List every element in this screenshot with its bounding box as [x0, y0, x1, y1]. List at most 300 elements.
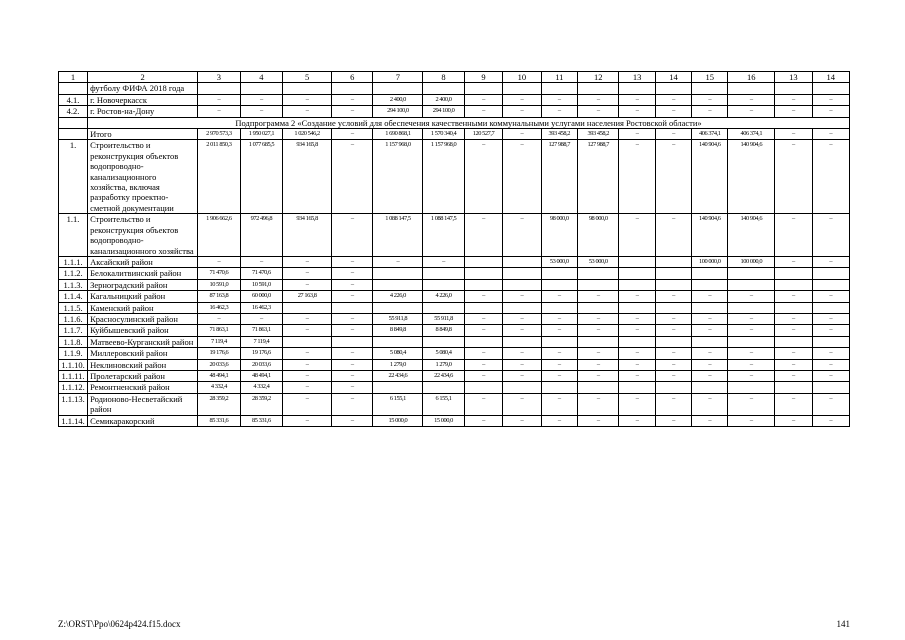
value-cell: –: [331, 268, 373, 279]
value-cell: [423, 279, 465, 290]
value-cell: [812, 302, 849, 313]
value-cell: –: [283, 348, 332, 359]
value-cell: –: [577, 291, 619, 302]
value-cell: 2 970 573,3: [198, 129, 241, 140]
value-cell: –: [331, 291, 373, 302]
value-cell: 2 400,0: [373, 94, 423, 105]
value-cell: –: [619, 214, 655, 257]
value-cell: –: [503, 313, 541, 324]
value-cell: 87 163,8: [198, 291, 241, 302]
value-cell: 15 000,0: [373, 415, 423, 426]
value-cell: [577, 336, 619, 347]
value-cell: –: [812, 94, 849, 105]
value-cell: –: [655, 291, 691, 302]
value-cell: 98 000,0: [577, 214, 619, 257]
value-cell: –: [331, 325, 373, 336]
table-row: [59, 359, 850, 370]
row-code: 1.1.10.: [59, 359, 88, 370]
value-cell: –: [775, 370, 812, 381]
value-cell: –: [541, 359, 577, 370]
value-cell: 127 988,7: [541, 140, 577, 214]
value-cell: –: [655, 359, 691, 370]
value-cell: –: [503, 140, 541, 214]
value-cell: –: [812, 313, 849, 324]
value-cell: –: [464, 415, 502, 426]
column-number: 5: [283, 72, 332, 83]
row-name: Пролетарский район: [88, 370, 198, 381]
column-number: 13: [775, 72, 812, 83]
row-name: Итого: [88, 129, 198, 140]
value-cell: 1 690 868,1: [373, 129, 423, 140]
value-cell: –: [775, 129, 812, 140]
row-name: Семикаракорский: [88, 415, 198, 426]
value-cell: –: [812, 415, 849, 426]
value-cell: 4 226,0: [423, 291, 465, 302]
header-row: [59, 72, 850, 83]
row-code: 1.1.2.: [59, 268, 88, 279]
value-cell: [503, 302, 541, 313]
table-row: [59, 291, 850, 302]
value-cell: 100 000,0: [728, 256, 775, 267]
value-cell: –: [655, 129, 691, 140]
value-cell: 53 000,0: [541, 256, 577, 267]
value-cell: [423, 336, 465, 347]
value-cell: [331, 83, 373, 94]
value-cell: [503, 256, 541, 267]
value-cell: –: [812, 291, 849, 302]
value-cell: –: [775, 415, 812, 426]
value-cell: –: [577, 370, 619, 381]
value-cell: 28 359,2: [198, 393, 241, 415]
subprogram-title: Подпрограмма 2 «Создание условий для обеспечения качественными коммунальными услугами населения Ростовской области»: [88, 117, 850, 128]
row-code: 4.2.: [59, 106, 88, 117]
value-cell: –: [655, 415, 691, 426]
value-cell: 71 470,6: [240, 268, 283, 279]
table-row: [59, 94, 850, 105]
value-cell: –: [812, 140, 849, 214]
value-cell: –: [728, 313, 775, 324]
value-cell: –: [331, 313, 373, 324]
value-cell: –: [692, 348, 728, 359]
value-cell: –: [775, 291, 812, 302]
row-code: 1.1.11.: [59, 370, 88, 381]
value-cell: 4 332,4: [240, 382, 283, 393]
value-cell: 6 155,1: [423, 393, 465, 415]
value-cell: –: [577, 359, 619, 370]
value-cell: –: [728, 325, 775, 336]
value-cell: –: [812, 214, 849, 257]
value-cell: 48 494,1: [198, 370, 241, 381]
value-cell: –: [464, 348, 502, 359]
row-name: Миллеровский район: [88, 348, 198, 359]
value-cell: 10 591,0: [198, 279, 241, 290]
value-cell: –: [283, 256, 332, 267]
row-code: [59, 129, 88, 140]
value-cell: 71 863,1: [198, 325, 241, 336]
value-cell: [373, 268, 423, 279]
value-cell: –: [283, 279, 332, 290]
value-cell: [541, 302, 577, 313]
value-cell: –: [619, 415, 655, 426]
value-cell: 1 950 027,1: [240, 129, 283, 140]
row-code: 1.1.12.: [59, 382, 88, 393]
value-cell: [692, 302, 728, 313]
row-code: 1.1.9.: [59, 348, 88, 359]
value-cell: –: [655, 313, 691, 324]
value-cell: –: [775, 325, 812, 336]
value-cell: [812, 279, 849, 290]
value-cell: –: [503, 94, 541, 105]
value-cell: 19 176,6: [198, 348, 241, 359]
value-cell: [812, 336, 849, 347]
value-cell: 15 000,0: [423, 415, 465, 426]
value-cell: –: [775, 140, 812, 214]
value-cell: 22 434,6: [423, 370, 465, 381]
value-cell: –: [503, 393, 541, 415]
value-cell: –: [577, 106, 619, 117]
value-cell: 120 527,7: [464, 129, 502, 140]
value-cell: 1 088 147,5: [423, 214, 465, 257]
value-cell: –: [692, 313, 728, 324]
value-cell: –: [692, 415, 728, 426]
table-row: [59, 370, 850, 381]
value-cell: [240, 83, 283, 94]
row-name: Зерноградский район: [88, 279, 198, 290]
value-cell: [423, 83, 465, 94]
value-cell: [373, 302, 423, 313]
value-cell: 28 359,2: [240, 393, 283, 415]
row-name: Строительство и реконструкция объектов водопроводно-канализационного хозяйства: [88, 214, 198, 257]
value-cell: –: [692, 359, 728, 370]
table-row: [59, 348, 850, 359]
value-cell: 1 020 546,2: [283, 129, 332, 140]
budget-table: [58, 71, 850, 427]
value-cell: –: [331, 106, 373, 117]
value-cell: –: [619, 393, 655, 415]
value-cell: –: [577, 393, 619, 415]
column-number: 13: [619, 72, 655, 83]
value-cell: –: [619, 140, 655, 214]
value-cell: 7 119,4: [198, 336, 241, 347]
table-row: [59, 140, 850, 214]
value-cell: [812, 268, 849, 279]
value-cell: –: [503, 348, 541, 359]
value-cell: –: [692, 325, 728, 336]
value-cell: [577, 83, 619, 94]
value-cell: 1 077 685,5: [240, 140, 283, 214]
value-cell: 5 080,4: [423, 348, 465, 359]
row-name: Куйбышевский район: [88, 325, 198, 336]
value-cell: [619, 256, 655, 267]
value-cell: [619, 382, 655, 393]
row-code: 1.1.4.: [59, 291, 88, 302]
value-cell: 140 904,6: [692, 140, 728, 214]
value-cell: [619, 336, 655, 347]
value-cell: [692, 83, 728, 94]
document-path: Z:\ORST\Ppo\0624p424.f15.docx: [58, 619, 181, 629]
value-cell: [331, 302, 373, 313]
value-cell: [503, 268, 541, 279]
value-cell: 140 904,6: [728, 140, 775, 214]
value-cell: [692, 336, 728, 347]
value-cell: –: [655, 94, 691, 105]
row-code: [59, 83, 88, 94]
value-cell: –: [331, 370, 373, 381]
value-cell: –: [577, 348, 619, 359]
value-cell: –: [775, 214, 812, 257]
value-cell: –: [464, 313, 502, 324]
value-cell: 5 080,4: [373, 348, 423, 359]
value-cell: 972 496,8: [240, 214, 283, 257]
value-cell: –: [240, 106, 283, 117]
value-cell: –: [464, 291, 502, 302]
row-code: 1.1.: [59, 214, 88, 257]
value-cell: 8 849,8: [373, 325, 423, 336]
row-code: 1.1.6.: [59, 313, 88, 324]
value-cell: –: [331, 359, 373, 370]
value-cell: [503, 279, 541, 290]
value-cell: –: [655, 214, 691, 257]
value-cell: 48 494,1: [240, 370, 283, 381]
value-cell: –: [331, 256, 373, 267]
value-cell: [331, 336, 373, 347]
value-cell: [541, 279, 577, 290]
value-cell: –: [283, 313, 332, 324]
value-cell: –: [283, 359, 332, 370]
value-cell: –: [464, 106, 502, 117]
subprogram-code: [59, 117, 88, 128]
value-cell: [503, 382, 541, 393]
value-cell: [423, 268, 465, 279]
value-cell: [373, 336, 423, 347]
value-cell: 294 100,0: [373, 106, 423, 117]
value-cell: –: [541, 94, 577, 105]
value-cell: 2 011 850,3: [198, 140, 241, 214]
value-cell: 934 165,8: [283, 140, 332, 214]
value-cell: –: [283, 415, 332, 426]
value-cell: [577, 279, 619, 290]
value-cell: –: [283, 370, 332, 381]
column-number: 2: [88, 72, 198, 83]
value-cell: 1 088 147,5: [373, 214, 423, 257]
value-cell: 10 591,0: [240, 279, 283, 290]
value-cell: [655, 83, 691, 94]
value-cell: [692, 279, 728, 290]
value-cell: –: [331, 348, 373, 359]
value-cell: –: [619, 325, 655, 336]
value-cell: –: [240, 94, 283, 105]
row-name: Ремонтненский район: [88, 382, 198, 393]
value-cell: –: [464, 393, 502, 415]
table-row: [59, 256, 850, 267]
value-cell: [728, 336, 775, 347]
value-cell: –: [331, 94, 373, 105]
row-code: 4.1.: [59, 94, 88, 105]
value-cell: –: [503, 291, 541, 302]
value-cell: 406 374,1: [728, 129, 775, 140]
value-cell: [775, 83, 812, 94]
value-cell: –: [503, 415, 541, 426]
row-name: Неклиновский район: [88, 359, 198, 370]
value-cell: 55 911,8: [423, 313, 465, 324]
value-cell: –: [240, 313, 283, 324]
value-cell: 16 462,3: [198, 302, 241, 313]
value-cell: –: [619, 313, 655, 324]
value-cell: –: [655, 348, 691, 359]
value-cell: [728, 382, 775, 393]
value-cell: –: [464, 94, 502, 105]
row-name: Красносулинский район: [88, 313, 198, 324]
table-row: [59, 382, 850, 393]
value-cell: –: [283, 106, 332, 117]
column-number: 16: [728, 72, 775, 83]
value-cell: [692, 382, 728, 393]
value-cell: 85 331,6: [198, 415, 241, 426]
value-cell: –: [728, 94, 775, 105]
value-cell: –: [812, 393, 849, 415]
value-cell: 1 906 662,6: [198, 214, 241, 257]
table-row: [59, 106, 850, 117]
value-cell: –: [619, 94, 655, 105]
value-cell: [655, 256, 691, 267]
value-cell: –: [728, 393, 775, 415]
value-cell: –: [331, 279, 373, 290]
value-cell: 1 279,0: [373, 359, 423, 370]
value-cell: –: [464, 214, 502, 257]
table-row: [59, 313, 850, 324]
value-cell: [464, 268, 502, 279]
value-cell: 71 470,6: [198, 268, 241, 279]
row-name: Родионово-Несветайский район: [88, 393, 198, 415]
value-cell: 98 000,0: [541, 214, 577, 257]
value-cell: –: [728, 106, 775, 117]
value-cell: –: [619, 348, 655, 359]
value-cell: [728, 83, 775, 94]
value-cell: [655, 268, 691, 279]
column-number: 1: [59, 72, 88, 83]
value-cell: [655, 302, 691, 313]
value-cell: 7 119,4: [240, 336, 283, 347]
row-code: 1.1.13.: [59, 393, 88, 415]
value-cell: –: [198, 94, 241, 105]
value-cell: 85 331,6: [240, 415, 283, 426]
value-cell: [198, 83, 241, 94]
value-cell: 934 165,8: [283, 214, 332, 257]
value-cell: [373, 279, 423, 290]
table-row: [59, 415, 850, 426]
value-cell: [619, 268, 655, 279]
value-cell: –: [541, 370, 577, 381]
value-cell: –: [619, 370, 655, 381]
value-cell: –: [728, 415, 775, 426]
value-cell: –: [619, 129, 655, 140]
value-cell: [541, 83, 577, 94]
value-cell: –: [655, 106, 691, 117]
value-cell: [619, 279, 655, 290]
column-number: 14: [655, 72, 691, 83]
value-cell: –: [464, 325, 502, 336]
value-cell: –: [464, 359, 502, 370]
value-cell: 406 374,1: [692, 129, 728, 140]
table-row: [59, 302, 850, 313]
value-cell: –: [503, 214, 541, 257]
value-cell: [373, 83, 423, 94]
row-name: г. Ростов-на-Дону: [88, 106, 198, 117]
row-code: 1.: [59, 140, 88, 214]
value-cell: [541, 336, 577, 347]
subprogram-row: [59, 117, 850, 128]
value-cell: [619, 83, 655, 94]
value-cell: [812, 83, 849, 94]
value-cell: –: [812, 106, 849, 117]
value-cell: –: [541, 415, 577, 426]
value-cell: –: [728, 370, 775, 381]
value-cell: 1 279,0: [423, 359, 465, 370]
value-cell: –: [541, 291, 577, 302]
value-cell: –: [198, 256, 241, 267]
value-cell: 22 434,6: [373, 370, 423, 381]
value-cell: [541, 268, 577, 279]
value-cell: –: [775, 359, 812, 370]
value-cell: –: [198, 313, 241, 324]
table-row: [59, 279, 850, 290]
value-cell: –: [692, 106, 728, 117]
value-cell: 393 458,2: [577, 129, 619, 140]
value-cell: 140 904,6: [692, 214, 728, 257]
value-cell: [464, 336, 502, 347]
value-cell: –: [692, 370, 728, 381]
value-cell: –: [331, 382, 373, 393]
value-cell: 393 458,2: [541, 129, 577, 140]
value-cell: 55 911,8: [373, 313, 423, 324]
value-cell: 100 000,0: [692, 256, 728, 267]
value-cell: [464, 279, 502, 290]
value-cell: –: [331, 140, 373, 214]
column-number: 14: [812, 72, 849, 83]
value-cell: [577, 382, 619, 393]
value-cell: –: [464, 370, 502, 381]
value-cell: [775, 302, 812, 313]
row-name: Кагальницкий район: [88, 291, 198, 302]
value-cell: –: [283, 268, 332, 279]
value-cell: 2 400,0: [423, 94, 465, 105]
value-cell: –: [812, 129, 849, 140]
value-cell: –: [775, 94, 812, 105]
value-cell: [577, 268, 619, 279]
row-code: 1.1.1.: [59, 256, 88, 267]
value-cell: –: [577, 94, 619, 105]
value-cell: –: [655, 140, 691, 214]
value-cell: 19 176,6: [240, 348, 283, 359]
value-cell: –: [728, 348, 775, 359]
value-cell: 1 570 340,4: [423, 129, 465, 140]
value-cell: –: [331, 393, 373, 415]
column-number: 3: [198, 72, 241, 83]
value-cell: [423, 302, 465, 313]
value-cell: –: [775, 106, 812, 117]
value-cell: [619, 302, 655, 313]
value-cell: –: [198, 106, 241, 117]
value-cell: –: [655, 370, 691, 381]
column-number: 6: [331, 72, 373, 83]
value-cell: 16 462,3: [240, 302, 283, 313]
value-cell: –: [541, 313, 577, 324]
value-cell: [283, 83, 332, 94]
row-code: 1.1.5.: [59, 302, 88, 313]
value-cell: –: [240, 256, 283, 267]
value-cell: [464, 302, 502, 313]
value-cell: –: [464, 140, 502, 214]
